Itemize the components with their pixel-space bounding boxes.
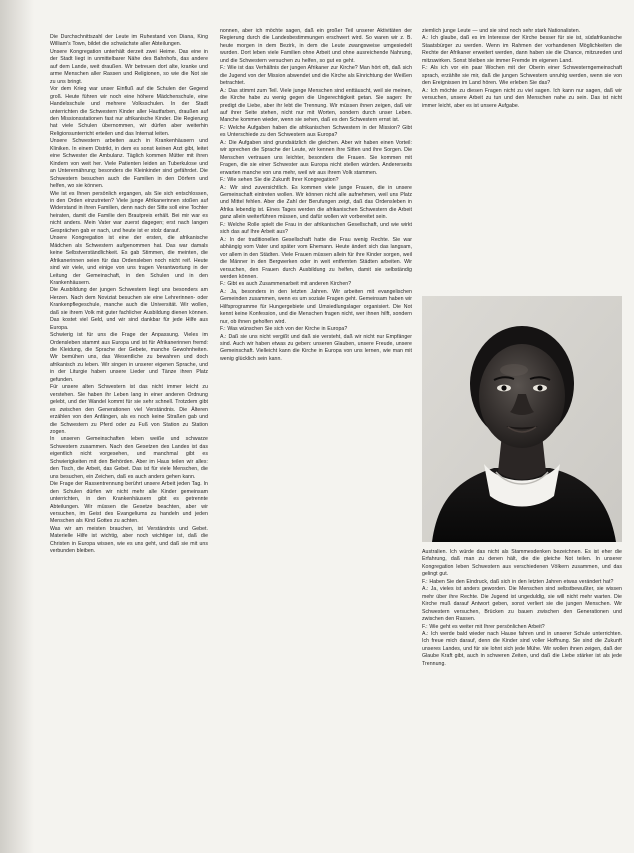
paragraph: F.: Welche Rolle spielt die Frau in der afrikanischen Gesellschaft, und wie wirkt sich das auf Ihre Arbeit aus? [220, 221, 412, 236]
paragraph: F.: Welche Aufgaben haben die afrikanischen Schwestern in der Mission? Gibt es Unterschiede zu den Schwestern aus Europa? [220, 124, 412, 139]
paragraph: Die Frage der Rassentrennung berührt unsere Arbeit jeden Tag. In den Schulen dürfen wir nicht mehr alle Kinder gemeinsam unterrichten, in den Krankenhäusern gibt es getrennte Abteilungen. Wir müssen die Gesetze beachten, aber wir versuchen, im Geist des Evangeliums zu handeln und jeden Menschen als Kind Gottes zu achten. [50, 481, 208, 525]
paragraph: Unsere Kongregation ist eine der ersten, die afrikanische Mädchen als Schwestern aufgenommen hat. Das war damals keine Selbstverständlichkeit. Es gab Stimmen, die meinten, die Afrikanerinnen seien für das Ordensleben noch nicht reif. Heute sind wir viele, und einige von uns tragen Verantwortung in der Leitung der Gemeinschaft, in den Schulen und in den Krankenhäusern. [50, 235, 208, 286]
paragraph: F.: Was wünschen Sie sich von der Kirche in Europa? [220, 326, 348, 333]
text-column-middle [220, 28, 412, 840]
paragraph: ziemlich junge Leute — und sie sind noch sehr stark Nationalisten. [422, 28, 581, 34]
text-column-right-top [422, 28, 622, 290]
paragraph: Vor dem Krieg war unser Einfluß auf die Schulen der Gegend groß. Heute führen wir noch eine höhere Mädchenschule, eine Handelsschule und mehrere Volksschulen. In der Stadt unterrichten die Schwestern Kinder aller Hautfarben, draußen auf den Missionsstationen fast nur afrikanische Kinder. Die Regierung hat viele Schulen übernommen, wir dürfen aber weiterhin Religionsunterricht erteilen und das Internat leiten. [50, 86, 208, 137]
paragraph: Schwierig ist für uns die Frage der Anpassung. Vieles im Ordensleben stammt aus Europa und ist für Afrikanerinnen fremd: die Kleidung, die Sprache der Gebete, manche Gewohnheiten. Wir bemühen uns, das Wesentliche zu bewahren und doch afrikanisch zu leben. Wir singen in unserer eigenen Sprache, und in der Liturgie haben unsere Lieder und Tänze ihren Platz gefunden. [50, 332, 208, 383]
paragraph: A.: Wir sind zuversichtlich. Es kommen viele junge Frauen, die in unsere Gemeinschaft eintreten wollen. Wir können nicht alle aufnehmen, weil uns Platz und Mittel fehlen. Aber die Zahl der Berufungen zeigt, daß das Ordensleben in Afrika lebendig ist. Eines Tages werden die afrikanischen Schwestern die Arbeit ganz allein weiterführen müssen, und dafür wollen wir vorbereitet sein. [220, 184, 412, 221]
paragraph: Wie ist es Ihnen persönlich ergangen, als Sie sich entschlossen, in den Orden einzutreten? Viele junge Afrikanerinnen stoßen auf Widerstand in ihren Familien, denn nach der Sitte soll eine Tochter heiraten, damit die Familie den Brautpreis erhält. Bei mir war es nicht anders. Mein Vater war zuerst dagegen; erst nach langen Gesprächen gab er nach, und heute ist er stolz darauf. [50, 190, 208, 234]
paragraph: Die Durchschnittszahl der Leute im Ruhestand von Diana, King William's Town, bildet die schwächste aller Abteilungen. [50, 34, 208, 48]
paragraph: Unsere Schwestern arbeiten auch in Krankenhäusern und Kliniken. In einem Distrikt, in dem es sonst keinen Arzt gibt, leitet eine Schwester die Ambulanz. Täglich kommen Mütter mit ihren Kindern von weit her. Viele Patienten leiden an Tuberkulose und an Unterernährung; besonders die Kleinkinder sind gefährdet. Die Schwestern besuchen auch die Familien in den Dörfern und helfen, wo sie können. [50, 138, 208, 190]
paragraph: F.: Gibt es auch Zusammenarbeit mit anderen Kirchen? [220, 281, 352, 288]
paragraph: A.: In der traditionellen Gesellschaft hatte die Frau wenig Rechte. Sie war abhängig vom Vater und später vom Ehemann. Heute ändert sich das langsam, vor allem in den Städten. Viele Frauen müssen allein für ihre Kinder sorgen, weil die Männer in den Bergwerken oder in weit entfernten Städten arbeiten. Wir versuchen, den Frauen durch Ausbildung zu helfen, damit sie selbständig werden können. [220, 236, 412, 280]
paragraph: A.: Ja, vieles ist anders geworden. Die Menschen sind selbstbewußter, sie wissen mehr über ihre Rechte. Die Jugend ist ungeduldig, sie will nicht mehr warten. Die Kirche muß darauf Antwort geben, sonst verliert sie die jungen Menschen. Wir Schwestern versuchen, Brücken zu bauen zwischen den Generationen und zwischen den Rassen. [422, 586, 622, 623]
paragraph: nonnen, aber ich möchte sagen, daß ein großer Teil unserer Aktivitäten der Regierung durch die Landesbestimmungen erschwert wird. So waren wir z. B. heute morgen in dem Bezirk, in dem die Leute zwangsweise umgesiedelt wurden. Dort leben viele Familien ohne Arbeit und ohne ausreichende Nahrung, und die Schwestern versuchen zu helfen, so gut es geht. [220, 28, 412, 64]
paragraph: In unseren Gemeinschaften leben weiße und schwarze Schwestern zusammen. Nach den Gesetzen des Landes ist das eigentlich nicht vorgesehen, und manchmal gibt es Schwierigkeiten mit den Behörden. Aber im Haus teilen wir alles: den Tisch, die Arbeit, das Gebet. Das ist für viele Menschen, die uns besuchen, ein Zeichen, daß es auch anders gehen kann. [50, 436, 208, 480]
text-column-right-bottom [422, 549, 622, 840]
paragraph: A.: Ich glaube, daß es im Interesse der Kirche besser für sie ist, südafrikanische Staatsbürger zu werden. Wenn im Rahmen der vorhandenen Möglichkeiten die Rechte der Afrikaner erweitert werden, dann haben sie die Chance, mitzureden und mitzuwirken. Sonst bleiben sie immer Fremde im eigenen Land. [422, 35, 622, 64]
paragraph: Für unsere alten Schwestern ist das nicht immer leicht zu verstehen. Sie haben ihr Leben lang in einer anderen Ordnung gelebt, und der Wandel kommt für sie sehr schnell. Trotzdem gibt es zwischen den Generationen viel Verständnis. Die Älteren erzählen von den Anfängen, als es noch keine Straßen gab und die Schwestern zu Pferd oder zu Fuß von Station zu Station zogen. [50, 384, 208, 436]
paragraph: Australien. Ich würde das nicht als Stammesdenken bezeichnen. Es ist eher die Erfahrung, daß man zu denen hält, die die gleiche Not teilen. In unserer Kongregation leben Schwestern aus verschiedenen Völkern zusammen, und das gelingt gut. [422, 549, 622, 578]
text-column-left [50, 34, 208, 840]
paragraph: A.: Ich möchte zu diesen Fragen nicht zu viel sagen. Ich kann nur sagen, daß wir versuchen, unsere Arbeit zu tun und den Menschen nahe zu sein. Das ist nicht immer leicht, aber es ist unsere Aufgabe. [422, 87, 622, 109]
paragraph: F.: Haben Sie den Eindruck, daß sich in den letzten Jahren etwas verändert hat? [422, 578, 614, 585]
paragraph: Unsere Kongregation unterhält derzeit zwei Heime. Das eine in der Stadt liegt in unmittelbarer Nähe des Bahnhofs, das andere auf dem Lande, weit draußen. Wir betreuen dort alte, kranke und arme Menschen aller Rassen und Religionen, so wie die Not sie zu uns bringt. [50, 48, 208, 85]
binding-shadow [0, 0, 34, 853]
paragraph: F.: Wie ist das Verhältnis der jungen Afrikaner zur Kirche? Man hört oft, daß sich die Jugend von der Mission abwendet und die Kirche als Einrichtung der Weißen betrachtet. [220, 65, 412, 87]
paragraph: A.: Ja, besonders in den letzten Jahren. Wir arbeiten mit evangelischen Gemeinden zusammen, wenn es um soziale Fragen geht. Gemeinsam haben wir Hilfsprogramme für Hungergebiete und Umsiedlungslager organisiert. Die Not kennt keine Konfession, und die Menschen fragen nicht, wer ihnen hilft, sondern nur, ob ihnen geholfen wird. [220, 288, 412, 325]
portrait-photo [422, 296, 622, 542]
paragraph: A.: Das stimmt zum Teil. Viele junge Menschen sind enttäuscht, weil sie meinen, die Kirche habe zu wenig gegen die Ungerechtigkeit getan. Sie sagen: Ihr predigt die Liebe, aber ihr lebt die Trennung. Wir müssen ihnen zeigen, daß wir auf ihrer Seite stehen, nicht nur mit Worten, sondern durch unser Leben. Manche kommen wieder, wenn sie sehen, daß es den Schwestern ernst ist. [220, 87, 412, 124]
paragraph: A.: Die Aufgaben sind grundsätzlich die gleichen. Aber wir haben einen Vorteil: wir sprechen die Sprache der Leute, wir kennen ihre Sitten und ihre Sorgen. Die Menschen vertrauen uns leichter, besonders die Frauen. Sie kommen mit Fragen, die sie einer Schwester aus Europa nicht stellen würden. Andererseits erwarten manche von uns mehr, weil wir aus ihrem Volk stammen. [220, 139, 412, 176]
paragraph: F.: Wie sehen Sie die Zukunft Ihrer Kongregation? [220, 177, 339, 184]
paragraph: A.: Ich werde bald wieder nach Hause fahren und in unserer Schule unterrichten. Ich freue mich darauf, denn die Kinder sind voller Hoffnung. Sie sind die Zukunft unseres Landes, und für sie lohnt sich jede Mühe. Wir wollen ihnen zeigen, daß der Glaube Kraft gibt, auch in schweren Zeiten, und daß die Liebe stärker ist als jede Trennung. [422, 630, 622, 667]
paragraph: Was wir am meisten brauchen, ist Verständnis und Gebet. Materielle Hilfe ist wichtig, aber noch wichtiger ist, daß die Christen in Europa wissen, wie es uns geht, und daß sie mit uns verbunden bleiben. [50, 525, 208, 555]
paragraph: Die Ausbildung der jungen Schwestern liegt uns besonders am Herzen. Nach dem Noviziat besuchen sie eine Lehrerinnen- oder Krankenpflegeschule, manche auch die Universität. Wir wollen, daß sie ihrem Volk mit guter fachlicher Ausbildung dienen können. Das kostet viel Geld, und wir sind dankbar für jede Hilfe aus Europa. [50, 287, 208, 331]
paragraph: A.: Daß sie uns nicht vergißt und daß sie versteht, daß wir nicht nur Empfänger sind. Auch wir haben etwas zu geben: unseren Glauben, unsere Freude, unsere Gemeinschaft. Vielleicht kann die Kirche in Europa von uns lernen, wie man mit wenig glücklich sein kann. [220, 333, 412, 362]
paragraph: F.: Wie geht es weiter mit Ihrer persönlichen Arbeit? [422, 623, 545, 630]
paragraph: F.: Als ich vor ein paar Wochen mit der Oberin einer Schwesterngemeinschaft sprach, erzählte sie mir, daß die jungen Schwestern unruhig werden, wenn sie von den Ereignissen im Land hören. Wie erleben Sie das? [422, 65, 622, 87]
